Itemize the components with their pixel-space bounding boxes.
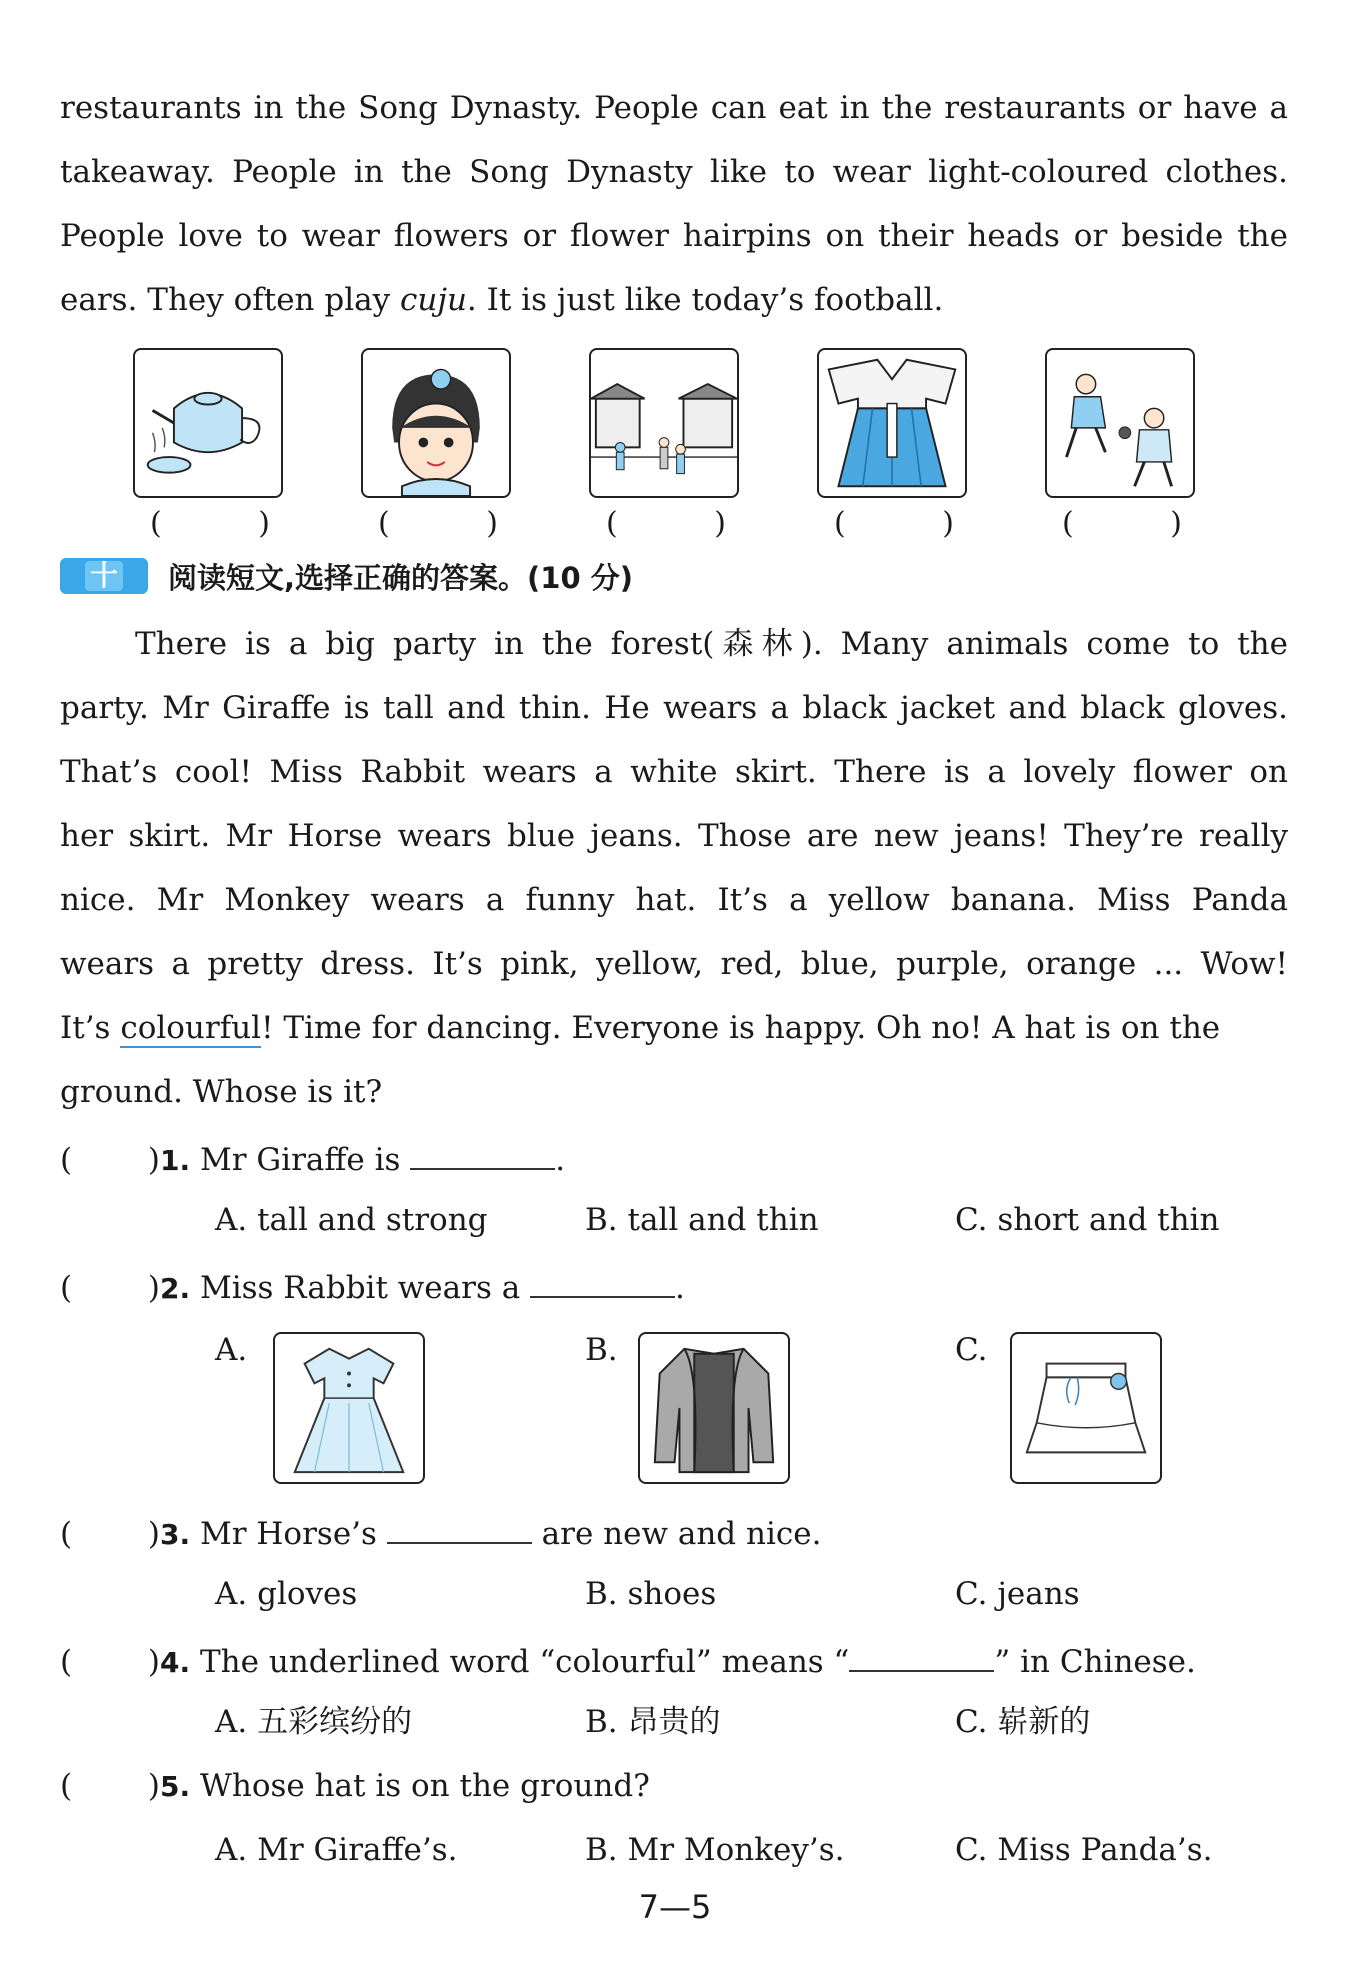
passage-line-2: party. Mr Giraffe is tall and thin. He wears a black jacket and black gloves. [60,690,1288,726]
section-header [60,556,633,622]
q3-option-a[interactable]: A. gloves [215,1576,358,1612]
passage-line-6: wears a pretty dress. It’s pink, yellow, red, blue, purple, orange ... Wow! [60,946,1288,982]
page-number: 7—5 [638,1888,712,1926]
q1-option-a[interactable]: A. tall and strong [215,1202,488,1238]
q5-option-b[interactable]: B. Mr Monkey’s. [585,1832,845,1868]
passage-top-line-2: takeaway. People in the Song Dynasty like to wear light-coloured clothes. [60,154,1288,190]
q1-option-c[interactable]: C. short and thin [955,1202,1220,1238]
q3-option-c[interactable]: C. jeans [955,1576,1080,1612]
street-restaurants-icon [589,348,739,498]
passage-line-1: There is a big party in the forest(森林). Many animals come to the [135,626,1288,662]
question-1: ( ) 1. Mr Giraffe is . [60,1136,565,1181]
skirt-icon[interactable] [1010,1332,1162,1484]
q5-option-c[interactable]: C. Miss Panda’s. [955,1832,1213,1868]
answer-slot-3[interactable]: ( ) [60,1516,160,1552]
blank-1[interactable] [410,1136,555,1170]
cuju-players-icon [1045,348,1195,498]
q1-option-b[interactable]: B. tall and thin [585,1202,819,1238]
blank-3[interactable] [387,1510,532,1544]
picture-answer-3[interactable]: ( ) [606,506,726,541]
q3-option-b[interactable]: B. shoes [585,1576,717,1612]
q4-option-b[interactable]: B. 昂贵的 [585,1704,721,1740]
q2-option-b-label: B. [585,1332,618,1368]
picture-answer-4[interactable]: ( ) [834,506,954,541]
hanfu-clothes-icon [817,348,967,498]
passage-line-3: That’s cool! Miss Rabbit wears a white skirt. There is a lovely flower on [60,754,1288,790]
section-number-badge: 十一 [60,558,148,594]
answer-slot-5[interactable]: ( ) [60,1768,160,1804]
passage-top-line-4: ears. They often play cuju. It is just like today’s football. [60,282,944,318]
answer-slot-2[interactable]: ( ) [60,1270,160,1306]
passage-top-line-3: People love to wear flowers or flower hairpins on their heads or beside the [60,218,1288,254]
answer-slot-1[interactable]: ( ) [60,1142,160,1178]
blank-4[interactable] [849,1638,994,1672]
dress-icon[interactable] [273,1332,425,1484]
question-5: ( ) 5. Whose hat is on the ground? [60,1768,650,1804]
passage-line-8: ground. Whose is it? [60,1074,383,1110]
teapot-icon [133,348,283,498]
picture-answer-2[interactable]: ( ) [378,506,498,541]
q2-option-c-label: C. [955,1332,988,1368]
passage-line-7: It’s colourful! Time for dancing. Everyone is happy. Oh no! A hat is on the [60,1010,1221,1046]
underlined-word-colourful: colourful [120,1010,262,1046]
answer-slot-4[interactable]: ( ) [60,1644,160,1680]
q4-option-a[interactable]: A. 五彩缤纷的 [215,1704,413,1740]
question-2: ( ) 2. Miss Rabbit wears a . [60,1264,685,1309]
jacket-icon[interactable] [638,1332,790,1484]
picture-answer-5[interactable]: ( ) [1062,506,1182,541]
blank-2[interactable] [530,1264,675,1298]
cuju-word: cuju [400,282,467,318]
passage-top-line-1: restaurants in the Song Dynasty. People can eat in the restaurants or have a [60,90,1288,126]
section-title: 阅读短文,选择正确的答案。(10 分) [168,560,633,595]
q4-option-c[interactable]: C. 崭新的 [955,1704,1091,1740]
question-4: ( ) 4. The underlined word “colourful” means “ ” in Chinese. [60,1638,1196,1683]
picture-answer-1[interactable]: ( ) [150,506,270,541]
girl-with-flower-icon [361,348,511,498]
passage-line-4: her skirt. Mr Horse wears blue jeans. Those are new jeans! They’re really [60,818,1288,854]
q2-option-a-label: A. [215,1332,248,1368]
q5-option-a[interactable]: A. Mr Giraffe’s. [215,1832,458,1868]
question-3: ( ) 3. Mr Horse’s are new and nice. [60,1510,821,1555]
passage-line-5: nice. Mr Monkey wears a funny hat. It’s a yellow banana. Miss Panda [60,882,1288,918]
